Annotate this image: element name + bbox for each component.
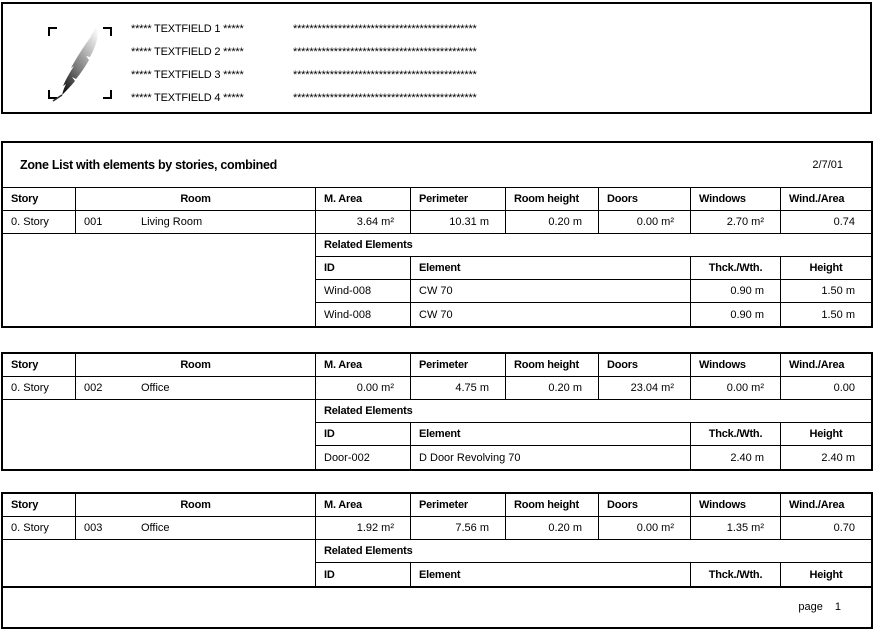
col-header-story: Story xyxy=(3,354,76,376)
zone-header-row xyxy=(3,494,871,517)
zone-doors: 0.00 m² xyxy=(599,211,691,233)
letterhead-box xyxy=(1,2,872,114)
element-id: Wind-008 xyxy=(316,280,411,302)
feather-logo-icon xyxy=(46,22,114,102)
col-header-room: Room xyxy=(76,494,316,516)
col-header-perimeter: Perimeter xyxy=(411,188,506,210)
col-header-id: ID xyxy=(316,423,411,445)
zone-perimeter: 7.56 m xyxy=(411,517,506,539)
letterhead-textfields xyxy=(131,17,515,109)
col-header-windows: Windows xyxy=(691,188,781,210)
col-header-doors: Doors xyxy=(599,354,691,376)
zone-room-height: 0.20 m xyxy=(506,517,599,539)
col-header-wind-area: Wind./Area xyxy=(789,499,845,511)
col-header-m-area: M. Area xyxy=(316,494,411,516)
col-header-thck-wth: Thck./Wth. xyxy=(691,257,781,279)
zone-windows: 2.70 m² xyxy=(691,211,781,233)
element-name: CW 70 xyxy=(411,303,691,326)
col-header-wind-area: Wind./Area xyxy=(789,359,845,371)
zone-table-1 xyxy=(1,141,873,328)
zone-windows: 0.00 m² xyxy=(691,377,781,399)
textfield-1-label: ***** TEXTFIELD 1 ***** xyxy=(131,22,244,35)
empty-cell xyxy=(3,540,316,586)
zone-m-area: 3.64 m² xyxy=(316,211,411,233)
zone-wind-area: 0.74 xyxy=(833,216,855,228)
col-header-story: Story xyxy=(3,494,76,516)
col-header-perimeter: Perimeter xyxy=(411,354,506,376)
zone-windows: 1.35 m² xyxy=(691,517,781,539)
col-header-wind-area: Wind./Area xyxy=(789,193,845,205)
zone-room-height: 0.20 m xyxy=(506,211,599,233)
textfield-row xyxy=(131,86,515,109)
zone-header-row xyxy=(3,188,871,211)
col-header-room: Room xyxy=(76,188,316,210)
col-header-doors: Doors xyxy=(599,494,691,516)
room-number: 003 xyxy=(84,522,103,534)
zone-story: 0. Story xyxy=(3,211,76,233)
room-number: 002 xyxy=(84,382,103,394)
related-elements-title: Related Elements xyxy=(316,400,871,423)
col-header-room-height: Room height xyxy=(506,354,599,376)
col-header-height: Height xyxy=(809,262,843,274)
textfield-row xyxy=(131,17,515,40)
textfield-3-value: ********************************************* xyxy=(293,68,477,81)
textfield-1-value: ********************************************* xyxy=(293,22,477,35)
element-thck: 0.90 m xyxy=(691,280,781,302)
related-elements-section xyxy=(3,540,871,586)
col-header-height: Height xyxy=(809,568,843,581)
zone-room xyxy=(76,377,316,399)
zone-perimeter: 4.75 m xyxy=(411,377,506,399)
col-header-element: Element xyxy=(411,257,691,279)
textfield-3-label: ***** TEXTFIELD 3 ***** xyxy=(131,68,244,81)
zone-story: 0. Story xyxy=(3,517,76,539)
related-header-row xyxy=(316,423,871,446)
col-header-thck-wth: Thck./Wth. xyxy=(691,423,781,445)
element-height: 1.50 m xyxy=(821,285,855,297)
report-title-row xyxy=(3,143,871,188)
zone-room-height: 0.20 m xyxy=(506,377,599,399)
zone-table-2 xyxy=(1,352,873,471)
zone-room xyxy=(76,211,316,233)
report-date: 2/7/01 xyxy=(812,159,843,171)
element-height: 1.50 m xyxy=(821,308,855,321)
col-header-m-area: M. Area xyxy=(316,354,411,376)
textfield-2-value: ********************************************* xyxy=(293,45,477,58)
zone-m-area: 1.92 m² xyxy=(316,517,411,539)
related-element-row xyxy=(316,280,871,303)
element-id: Door-002 xyxy=(316,446,411,469)
zone-header-row xyxy=(3,354,871,377)
col-header-element: Element xyxy=(411,563,691,586)
room-number: 001 xyxy=(84,216,103,228)
textfield-row xyxy=(131,63,515,86)
related-header-row xyxy=(316,563,871,586)
empty-cell xyxy=(3,234,316,326)
page-number: 1 xyxy=(834,601,841,613)
zone-m-area: 0.00 m² xyxy=(316,377,411,399)
report-title: Zone List with elements by stories, combined xyxy=(20,158,277,172)
col-header-thck-wth: Thck./Wth. xyxy=(691,563,781,586)
related-element-row xyxy=(316,303,871,326)
zone-story: 0. Story xyxy=(3,377,76,399)
zone-data-row xyxy=(3,517,871,540)
col-header-story: Story xyxy=(3,188,76,210)
page-footer xyxy=(1,587,873,629)
zone-doors: 0.00 m² xyxy=(599,517,691,539)
related-elements-title: Related Elements xyxy=(316,540,871,563)
col-header-height: Height xyxy=(809,428,843,440)
related-element-row xyxy=(316,446,871,469)
col-header-room: Room xyxy=(76,354,316,376)
related-elements-title: Related Elements xyxy=(316,234,871,257)
col-header-doors: Doors xyxy=(599,188,691,210)
related-header-row xyxy=(316,257,871,280)
col-header-m-area: M. Area xyxy=(316,188,411,210)
zone-table-3 xyxy=(1,492,873,588)
zone-wind-area: 0.70 xyxy=(833,522,855,534)
textfield-2-label: ***** TEXTFIELD 2 ***** xyxy=(131,45,244,58)
col-header-id: ID xyxy=(316,257,411,279)
element-thck: 0.90 m xyxy=(691,303,781,326)
related-elements-section xyxy=(3,400,871,469)
element-thck: 2.40 m xyxy=(691,446,781,469)
zone-data-row xyxy=(3,377,871,400)
textfield-4-value: ********************************************* xyxy=(293,91,477,104)
room-name: Office xyxy=(141,522,170,534)
zone-doors: 23.04 m² xyxy=(599,377,691,399)
col-header-room-height: Room height xyxy=(506,494,599,516)
feather-quill-graphic xyxy=(50,22,110,102)
room-name: Office xyxy=(141,382,170,394)
element-name: D Door Revolving 70 xyxy=(411,446,691,469)
empty-cell xyxy=(3,400,316,469)
zone-wind-area: 0.00 xyxy=(833,382,855,394)
element-id: Wind-008 xyxy=(316,303,411,326)
col-header-room-height: Room height xyxy=(506,188,599,210)
col-header-perimeter: Perimeter xyxy=(411,494,506,516)
col-header-windows: Windows xyxy=(691,494,781,516)
page-label: page xyxy=(798,601,823,613)
zone-perimeter: 10.31 m xyxy=(411,211,506,233)
element-height: 2.40 m xyxy=(821,451,855,464)
col-header-id: ID xyxy=(316,563,411,586)
textfield-row xyxy=(131,40,515,63)
col-header-windows: Windows xyxy=(691,354,781,376)
related-elements-section xyxy=(3,234,871,326)
col-header-element: Element xyxy=(411,423,691,445)
textfield-4-label: ***** TEXTFIELD 4 ***** xyxy=(131,91,244,104)
element-name: CW 70 xyxy=(411,280,691,302)
zone-data-row xyxy=(3,211,871,234)
zone-room xyxy=(76,517,316,539)
room-name: Living Room xyxy=(141,216,203,228)
